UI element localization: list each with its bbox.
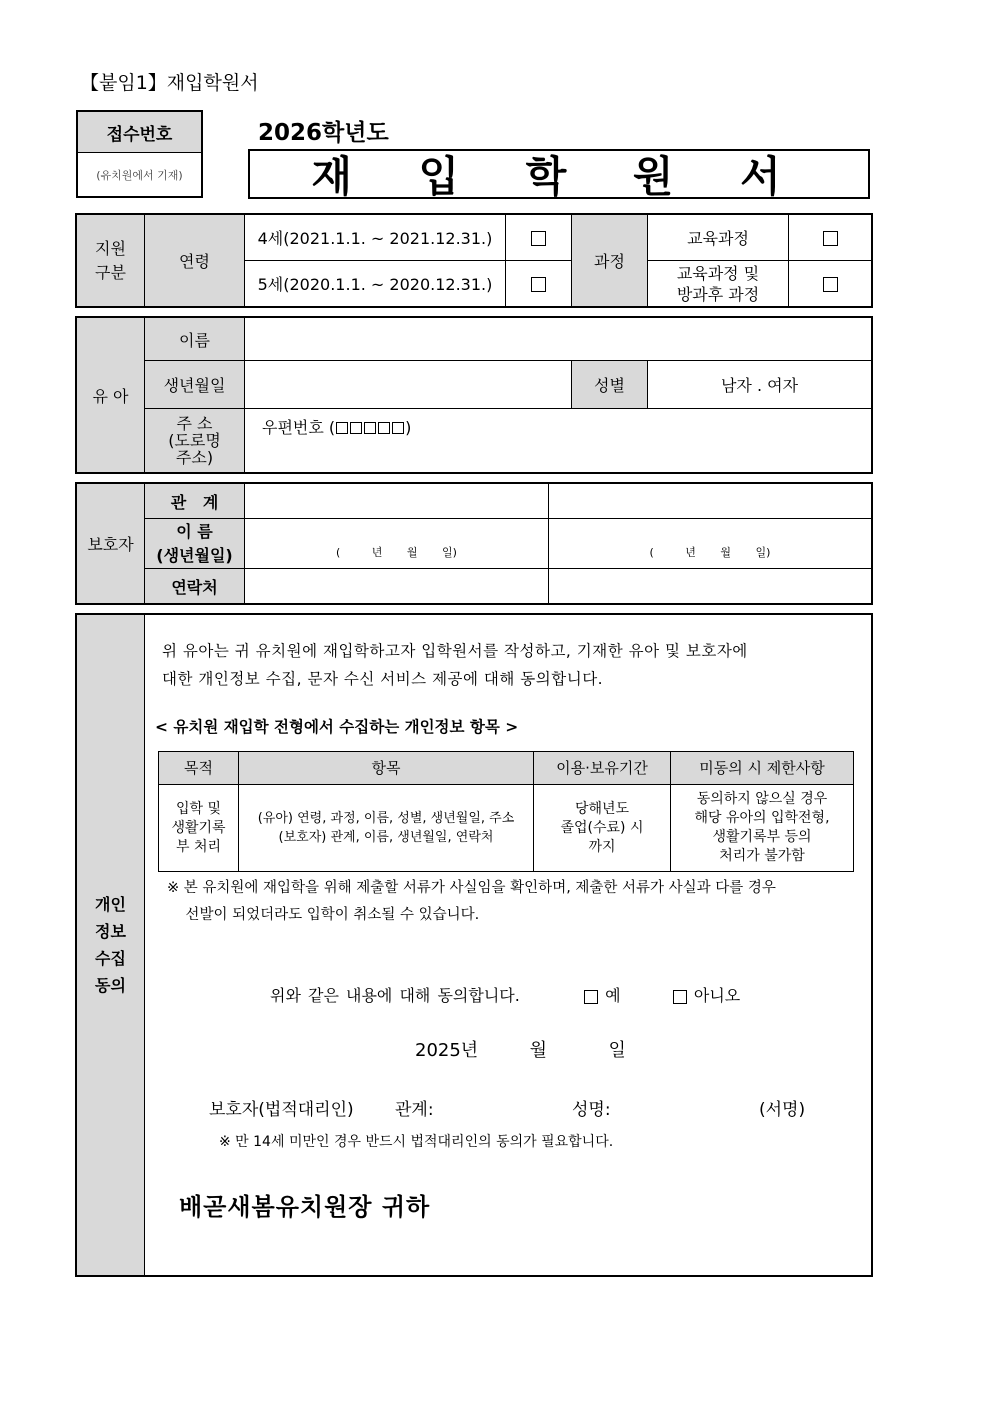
course-option-regular: 교육과정 (648, 215, 789, 261)
guardian-contact-label: 연락처 (145, 569, 245, 604)
signature-label: (서명) (759, 1100, 806, 1120)
receipt-number-box (76, 110, 203, 198)
guardian-info-table (76, 483, 872, 604)
age-5-checkbox[interactable] (531, 277, 546, 292)
child-info-table (76, 317, 872, 473)
guardian2-relation-field[interactable] (549, 484, 872, 519)
consent-date (415, 1036, 626, 1062)
receipt-number-note: (유치원에서 기재) (96, 169, 183, 182)
agree-no-label: 아니오 (693, 986, 741, 1005)
agree-yes-checkbox[interactable] (584, 990, 598, 1004)
course-option-afterschool: 교육과정 및 방과후 과정 (648, 261, 789, 307)
postal-code-label: 우편번호 ( (262, 418, 336, 437)
consent-paragraph: 위 유아는 귀 유치원에 재입학하고자 입학원서를 작성하고, 기재한 유아 및 보호자에 대한 개인정보 수집, 문자 수신 서비스 제공에 대해 동의합니다. (162, 642, 748, 688)
postal-digit-box[interactable] (378, 422, 390, 434)
signer-relation-label: 관계: (395, 1100, 434, 1120)
cell-restriction: 동의하지 않으실 경우 해당 유아의 입학전형, 생활기록부 등의 처리가 불가함 (671, 785, 854, 872)
agree-yes-label: 예 (605, 986, 621, 1005)
col-header-purpose: 목적 (159, 752, 239, 785)
recipient: 배곧새봄유치원장 귀하 (179, 1193, 431, 1221)
guardian-section-label: 보호자 (77, 484, 145, 604)
age-option-4: 4세(2021.1.1. ~ 2021.12.31.) (245, 215, 506, 261)
child-gender-label: 성별 (572, 361, 648, 409)
child-address-label: 주 소 (도로명 주소) (145, 409, 245, 473)
col-header-restriction: 미동의 시 제한사항 (671, 752, 854, 785)
guardian1-relation-field[interactable] (245, 484, 549, 519)
application-table (76, 214, 872, 307)
guardian1-name-field[interactable]: ( 년 월 일) (245, 519, 549, 569)
consent-section-label: 개인 정보 수집 동의 (77, 615, 145, 1276)
course-afterschool-checkbox[interactable] (823, 277, 838, 292)
cell-items: (유아) 연령, 과정, 이름, 성별, 생년월일, 주소 (보호자) 관계, 이름, 생년월일, 연락처 (239, 785, 534, 872)
child-name-field[interactable] (245, 318, 872, 361)
guardian-name-label: 이 름 (생년월일) (145, 519, 245, 569)
child-section-label: 유 아 (77, 318, 145, 473)
col-header-period: 이용·보유기간 (534, 752, 671, 785)
agree-row (270, 983, 740, 1006)
agree-no-checkbox[interactable] (673, 990, 687, 1004)
cell-purpose: 입학 및 생활기록 부 처리 (159, 785, 239, 872)
course-label: 과정 (572, 215, 648, 307)
form-title: 재 입 학 원 서 (248, 149, 870, 199)
child-gender-field[interactable]: 남자 . 여자 (648, 361, 872, 409)
postal-digit-box[interactable] (350, 422, 362, 434)
school-year: 2026학년도 (258, 120, 389, 146)
col-header-items: 항목 (239, 752, 534, 785)
attachment-label: 【붙임1】재입학원서 (80, 72, 259, 94)
postal-digit-box[interactable] (364, 422, 376, 434)
signature-row (209, 1095, 809, 1119)
postal-code-close: ) (405, 418, 412, 437)
date-month: 월 (529, 1040, 548, 1061)
receipt-number-label: 접수번호 (78, 112, 201, 153)
postal-digit-box[interactable] (336, 422, 348, 434)
guardian1-contact-field[interactable] (245, 569, 549, 604)
document-notice: ※ 본 유치원에 재입학을 위해 제출할 서류가 사실임을 확인하며, 제출한 서류가 사실과 다를 경우 선발이 되었더라도 입학이 취소될 수 있습니다. (167, 880, 776, 923)
child-birth-label: 생년월일 (145, 361, 245, 409)
course-regular-checkbox[interactable] (823, 231, 838, 246)
consent-subtitle: < 유치원 재입학 전형에서 수집하는 개인정보 항목 > (155, 718, 519, 736)
signer-label: 보호자(법적대리인) (209, 1100, 354, 1120)
child-name-label: 이름 (145, 318, 245, 361)
age-option-5: 5세(2020.1.1. ~ 2020.12.31.) (245, 261, 506, 307)
age-4-checkbox[interactable] (531, 231, 546, 246)
date-day: 일 (608, 1040, 626, 1061)
date-year: 2025년 (415, 1040, 479, 1061)
personal-info-table (158, 751, 854, 872)
category-label: 지원 구분 (77, 215, 145, 307)
minor-consent-note: ※ 만 14세 미만인 경우 반드시 법적대리인의 동의가 필요합니다. (219, 1134, 614, 1150)
guardian2-contact-field[interactable] (549, 569, 872, 604)
guardian-relation-label: 관 계 (145, 484, 245, 519)
agree-text: 위와 같은 내용에 대해 동의합니다. (270, 986, 520, 1005)
child-address-field[interactable] (245, 409, 872, 473)
guardian2-name-field[interactable]: ( 년 월 일) (549, 519, 872, 569)
child-birth-field[interactable] (245, 361, 572, 409)
signer-name-label: 성명: (572, 1100, 611, 1120)
consent-body (145, 615, 870, 1275)
age-label: 연령 (145, 215, 245, 307)
cell-period: 당해년도 졸업(수료) 시 까지 (534, 785, 671, 872)
postal-digit-box[interactable] (392, 422, 404, 434)
